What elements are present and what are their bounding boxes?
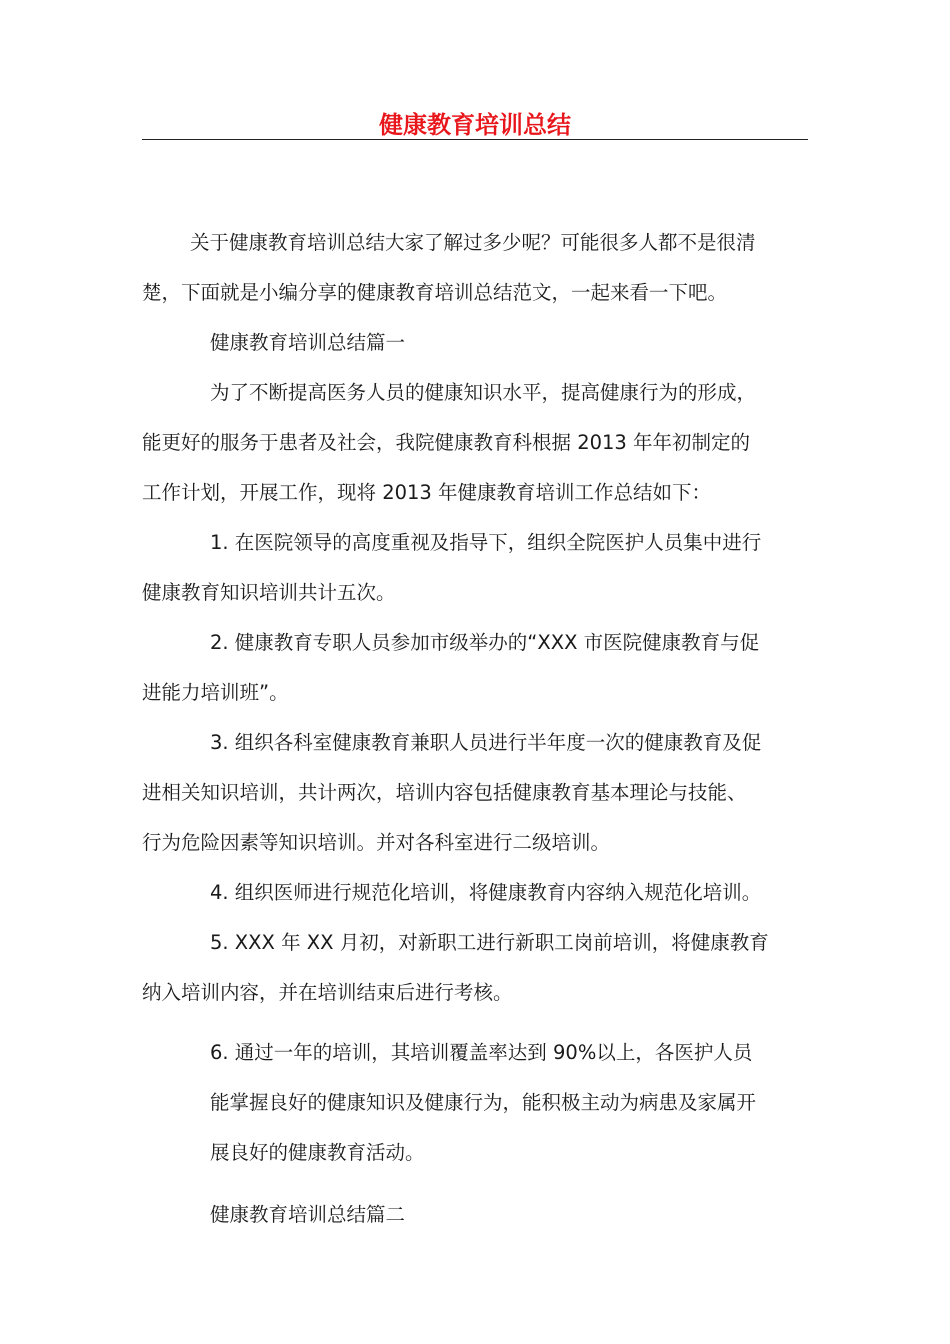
section1-intro-line-1: 为了不断提高医务人员的健康知识水平，提高健康行为的形成， [210,381,757,404]
page-title: 健康教育培训总结 [379,111,571,139]
section-heading-2: 健康教育培训总结篇二 [210,1203,406,1226]
section-heading-1: 健康教育培训总结篇一 [210,331,406,354]
section1-intro-paragraph [142,368,756,518]
section1-intro-line-3: 工作计划，开展工作，现将 2013 年健康教育培训工作总结如下： [142,481,712,504]
list-item-2: 2. 健康教育专职人员参加市级举办的“XXX 市医院健康教育与促 进能力培训班”。 [142,631,760,704]
section1-intro-line-2: 能更好的服务于患者及社会，我院健康教育科根据 2013 年年初制定的 [142,431,751,454]
list-item-4: 4. 组织医师进行规范化培训，将健康教育内容纳入规范化培训。 [210,881,762,904]
list-item-1: 1. 在医院领导的高度重视及指导下，组织全院医护人员集中进行 健康教育知识培训共计五次。 [142,531,762,604]
intro-paragraph [142,218,756,318]
title-underline [142,139,808,140]
list-item-5: 5. XXX 年 XX 月初，对新职工进行新职工岗前培训，将健康教育 纳入培训内容，并在培训结束后进行考核。 [142,931,769,1004]
list-item-6: 6. 通过一年的培训，其培训覆盖率达到 90%以上，各医护人员 能掌握良好的健康知识及健康行为，能积极主动为病患及家属开 展良好的健康教育活动。 [210,1041,757,1164]
intro-line-1: 关于健康教育培训总结大家了解过多少呢？可能很多人都不是很清 [190,231,756,254]
list-item-3: 3. 组织各科室健康教育兼职人员进行半年度一次的健康教育及促 进相关知识培训，共计两次，培训内容包括健康教育基本理论与技能、 行为危险因素等知识培训。并对各科室进行二级培训。 [142,731,762,854]
intro-line-2: 楚，下面就是小编分享的健康教育培训总结范文，一起来看一下吧。 [142,281,728,304]
